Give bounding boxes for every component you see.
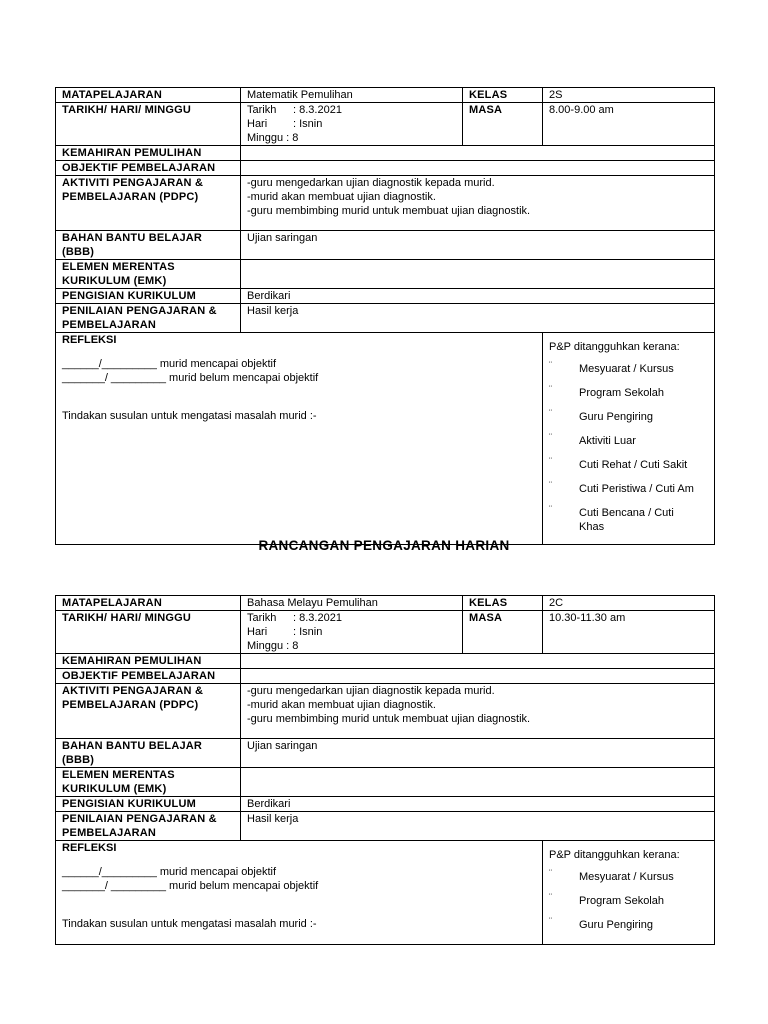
aktiviti-label-line-1: AKTIVITI PENGAJARAN &: [62, 177, 204, 189]
penilaian-label-line-1: PENILAIAN PENGAJARAN &: [62, 813, 217, 825]
aktiviti-line: -guru membimbing murid untuk membuat ujian diagnostik.: [247, 713, 531, 725]
pp-header: P&P ditangguhkan kerana:: [549, 849, 680, 861]
checkbox-bullet-icon: ¨: [549, 456, 552, 466]
emk-label: [56, 260, 241, 289]
bahan-label-line-2: (BBB): [62, 754, 95, 766]
checkbox-bullet-icon: ¨: [549, 480, 552, 490]
lesson-plan-table-1: [55, 87, 715, 545]
kemahiran-value: [241, 146, 715, 161]
aktiviti-label: [56, 176, 241, 231]
kemahiran-label: KEMAHIRAN PEMULIHAN: [56, 654, 241, 669]
reason-item: [549, 458, 708, 472]
hari-value: : Isnin: [293, 626, 323, 638]
reason-item: [549, 434, 708, 448]
tarikh-label: TARIKH/ HARI/ MINGGU: [56, 611, 241, 654]
kemahiran-label: KEMAHIRAN PEMULIHAN: [56, 146, 241, 161]
refleksi-capai: ______/_________ murid mencapai objektif: [62, 358, 277, 370]
aktiviti-value: [241, 684, 715, 739]
kelas-value: 2S: [543, 88, 715, 103]
reason-label: Program Sekolah: [579, 387, 664, 399]
hari-field-label: Hari: [247, 626, 268, 638]
bahan-label: [56, 231, 241, 260]
refleksi-tindakan: Tindakan susulan untuk mengatasi masalah murid :-: [62, 410, 317, 422]
masa-value: 8.00-9.00 am: [543, 103, 715, 146]
reason-label: Program Sekolah: [579, 895, 664, 907]
pengisian-value: Berdikari: [241, 797, 715, 812]
reason-item: [549, 482, 708, 496]
reason-label: Cuti Peristiwa / Cuti Am: [579, 483, 694, 495]
refleksi-capai: ______/_________ murid mencapai objektif: [62, 866, 277, 878]
aktiviti-line: -guru mengedarkan ujian diagnostik kepada murid.: [247, 177, 495, 189]
reason-label: Mesyuarat / Kursus: [579, 871, 674, 883]
aktiviti-line: -murid akan membuat ujian diagnostik.: [247, 191, 436, 203]
reason-label: Cuti Bencana / Cuti Khas: [579, 507, 674, 533]
reason-label: Guru Pengiring: [579, 411, 653, 423]
aktiviti-line: -murid akan membuat ujian diagnostik.: [247, 699, 436, 711]
penilaian-value: Hasil kerja: [241, 304, 715, 333]
tarikh-cell: [241, 611, 463, 654]
reason-item: [549, 918, 708, 932]
bahan-value: Ujian saringan: [241, 231, 715, 260]
bahan-label-line-1: BAHAN BANTU BELAJAR: [62, 232, 203, 244]
refleksi-belum: _______/ _________ murid belum mencapai objektif: [62, 372, 319, 384]
reason-label: Guru Pengiring: [579, 919, 653, 931]
masa-label: MASA: [463, 611, 543, 654]
hari-value: : Isnin: [293, 118, 323, 130]
aktiviti-label-line-2: PEMBELAJARAN (PDPC): [62, 699, 199, 711]
pengisian-label: PENGISIAN KURIKULUM: [56, 797, 241, 812]
aktiviti-label-line-2: PEMBELAJARAN (PDPC): [62, 191, 199, 203]
objektif-label: OBJEKTIF PEMBELAJARAN: [56, 669, 241, 684]
objektif-label: OBJEKTIF PEMBELAJARAN: [56, 161, 241, 176]
penilaian-label-line-1: PENILAIAN PENGAJARAN &: [62, 305, 217, 317]
penilaian-label: [56, 812, 241, 841]
reason-item: [549, 410, 708, 424]
reason-item: [549, 870, 708, 884]
kelas-value: 2C: [543, 596, 715, 611]
pengisian-label: PENGISIAN KURIKULUM: [56, 289, 241, 304]
checkbox-bullet-icon: ¨: [549, 408, 552, 418]
penilaian-value: Hasil kerja: [241, 812, 715, 841]
aktiviti-label: [56, 684, 241, 739]
kemahiran-value: [241, 654, 715, 669]
kelas-label: KELAS: [463, 88, 543, 103]
reason-label: Aktiviti Luar: [579, 435, 636, 447]
tarikh-value: : 8.3.2021: [293, 612, 342, 624]
refleksi-cell: [56, 841, 543, 945]
objektif-value: [241, 161, 715, 176]
bahan-value: Ujian saringan: [241, 739, 715, 768]
refleksi-label: REFLEKSI: [62, 842, 117, 854]
refleksi-cell: [56, 333, 543, 545]
penilaian-label: [56, 304, 241, 333]
reason-label: Mesyuarat / Kursus: [579, 363, 674, 375]
reason-item: [549, 386, 708, 400]
penilaian-label-line-2: PEMBELAJARAN: [62, 319, 157, 331]
refleksi-tindakan: Tindakan susulan untuk mengatasi masalah murid :-: [62, 918, 317, 930]
tarikh-cell: [241, 103, 463, 146]
tarikh-value: : 8.3.2021: [293, 104, 342, 116]
emk-label-line-2: KURIKULUM (EMK): [62, 783, 167, 795]
checkbox-bullet-icon: ¨: [549, 868, 552, 878]
penilaian-label-line-2: PEMBELAJARAN: [62, 827, 157, 839]
kelas-label: KELAS: [463, 596, 543, 611]
checkbox-bullet-icon: ¨: [549, 360, 552, 370]
minggu-value: Minggu : 8: [247, 132, 299, 144]
lesson-plan-table-2: [55, 595, 715, 945]
emk-label: [56, 768, 241, 797]
emk-label-line-2: KURIKULUM (EMK): [62, 275, 167, 287]
minggu-value: Minggu : 8: [247, 640, 299, 652]
page-title: RANCANGAN PENGAJARAN HARIAN: [258, 538, 510, 553]
reason-item: [549, 506, 708, 534]
bahan-label-line-2: (BBB): [62, 246, 95, 258]
bahan-label-line-1: BAHAN BANTU BELAJAR: [62, 740, 203, 752]
tarikh-label: TARIKH/ HARI/ MINGGU: [56, 103, 241, 146]
masa-label: MASA: [463, 103, 543, 146]
tarikh-field-label: Tarikh: [247, 104, 277, 116]
checkbox-bullet-icon: ¨: [549, 916, 552, 926]
matapelajaran-label: MATAPELAJARAN: [56, 596, 241, 611]
reason-item: [549, 362, 708, 376]
masa-value: 10.30-11.30 am: [543, 611, 715, 654]
emk-value: [241, 260, 715, 289]
aktiviti-label-line-1: AKTIVITI PENGAJARAN &: [62, 685, 204, 697]
reason-label: Cuti Rehat / Cuti Sakit: [579, 459, 688, 471]
checkbox-bullet-icon: ¨: [549, 892, 552, 902]
aktiviti-value: [241, 176, 715, 231]
emk-label-line-1: ELEMEN MERENTAS: [62, 769, 175, 781]
pengisian-value: Berdikari: [241, 289, 715, 304]
aktiviti-line: -guru membimbing murid untuk membuat ujian diagnostik.: [247, 205, 531, 217]
emk-label-line-1: ELEMEN MERENTAS: [62, 261, 175, 273]
checkbox-bullet-icon: ¨: [549, 504, 552, 514]
subject-value: Matematik Pemulihan: [241, 88, 463, 103]
pp-reasons-cell: [543, 333, 715, 545]
refleksi-label: REFLEKSI: [62, 334, 117, 346]
subject-value: Bahasa Melayu Pemulihan: [241, 596, 463, 611]
hari-field-label: Hari: [247, 118, 268, 130]
objektif-value: [241, 669, 715, 684]
bahan-label: [56, 739, 241, 768]
refleksi-belum: _______/ _________ murid belum mencapai objektif: [62, 880, 319, 892]
tarikh-field-label: Tarikh: [247, 612, 277, 624]
matapelajaran-label: MATAPELAJARAN: [56, 88, 241, 103]
emk-value: [241, 768, 715, 797]
pp-header: P&P ditangguhkan kerana:: [549, 341, 680, 353]
pp-reasons-cell: [543, 841, 715, 945]
checkbox-bullet-icon: ¨: [549, 432, 552, 442]
aktiviti-line: -guru mengedarkan ujian diagnostik kepada murid.: [247, 685, 495, 697]
checkbox-bullet-icon: ¨: [549, 384, 552, 394]
reason-item: [549, 894, 708, 908]
